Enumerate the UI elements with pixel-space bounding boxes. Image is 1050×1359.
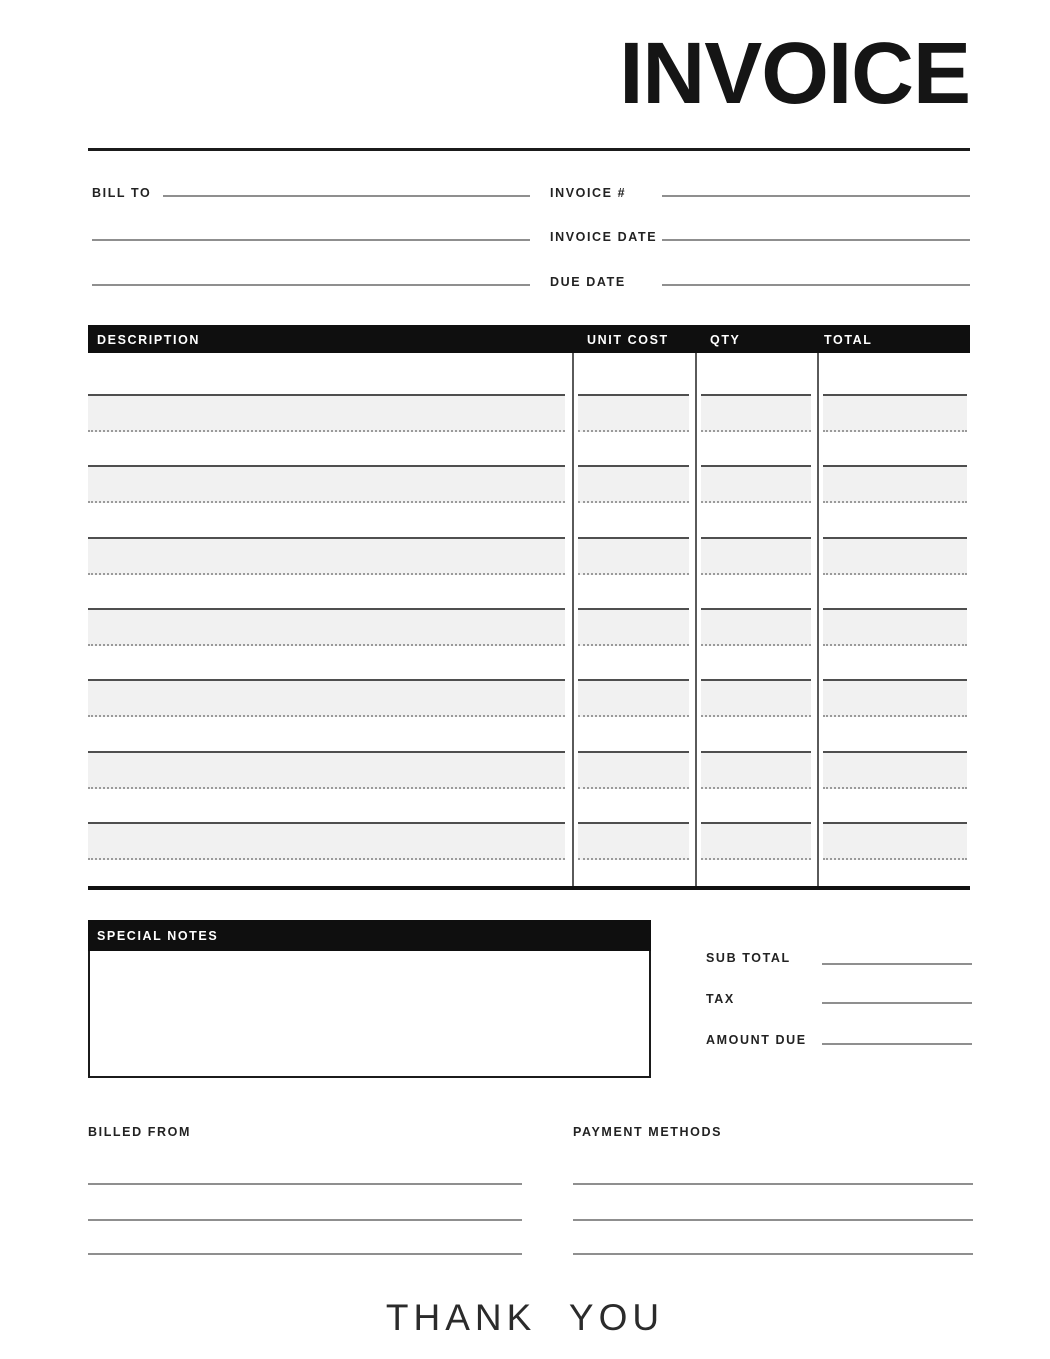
row-line-segment xyxy=(88,394,565,432)
bill-to-label: BILL TO xyxy=(92,186,152,200)
invoice-number-label: INVOICE # xyxy=(550,186,627,200)
tax-label: TAX xyxy=(706,992,735,1006)
row-line-segment xyxy=(823,465,967,503)
table-row xyxy=(88,608,970,646)
row-line-segment xyxy=(701,465,811,503)
row-line-segment xyxy=(823,822,967,860)
row-line-segment xyxy=(578,679,689,717)
table-row xyxy=(88,394,970,432)
table-row xyxy=(88,751,970,789)
table-header-bar xyxy=(88,325,970,353)
payment-methods-label: PAYMENT METHODS xyxy=(573,1125,723,1139)
row-line-segment xyxy=(701,537,811,575)
row-line-segment xyxy=(701,822,811,860)
row-line-segment xyxy=(88,465,565,503)
invoice-number-blank-line xyxy=(662,195,970,197)
row-line-segment xyxy=(578,822,689,860)
row-line-segment xyxy=(823,751,967,789)
row-line-segment xyxy=(701,751,811,789)
row-line-segment xyxy=(578,537,689,575)
billed-from-label: BILLED FROM xyxy=(88,1125,192,1139)
invoice-date-label: INVOICE DATE xyxy=(550,230,658,244)
due-date-label: DUE DATE xyxy=(550,275,626,289)
bill-to-blank-line xyxy=(92,239,530,241)
header-rule xyxy=(88,148,970,151)
page-title: INVOICE xyxy=(619,25,970,122)
special-notes-label: SPECIAL NOTES xyxy=(97,929,219,943)
column-header-unit-cost: UNIT COST xyxy=(587,333,669,347)
payment-methods-blank-line xyxy=(573,1183,973,1185)
row-line-segment xyxy=(823,608,967,646)
row-line-segment xyxy=(88,608,565,646)
row-line-segment xyxy=(88,822,565,860)
special-notes-box xyxy=(88,920,651,1078)
table-body xyxy=(88,353,970,890)
payment-methods-blank-line xyxy=(573,1253,973,1255)
billed-from-blank-line xyxy=(88,1253,522,1255)
row-line-segment xyxy=(823,679,967,717)
row-line-segment xyxy=(88,537,565,575)
special-notes-header-bar xyxy=(88,920,651,951)
billed-from-blank-line xyxy=(88,1183,522,1185)
table-bottom-border xyxy=(88,886,970,890)
column-header-qty: QTY xyxy=(710,333,741,347)
row-line-segment xyxy=(701,608,811,646)
column-header-total: TOTAL xyxy=(824,333,873,347)
column-divider xyxy=(817,353,819,887)
tax-blank-line xyxy=(822,1002,972,1004)
row-line-segment xyxy=(823,394,967,432)
invoice-date-blank-line xyxy=(662,239,970,241)
row-line-segment xyxy=(578,394,689,432)
bill-to-blank-line xyxy=(92,284,530,286)
row-line-segment xyxy=(701,394,811,432)
row-line-segment xyxy=(578,608,689,646)
column-divider xyxy=(695,353,697,887)
row-line-segment xyxy=(578,751,689,789)
row-line-segment xyxy=(88,679,565,717)
bill-to-blank-line xyxy=(163,195,530,197)
column-divider xyxy=(572,353,574,887)
row-line-segment xyxy=(823,537,967,575)
amount-due-blank-line xyxy=(822,1043,972,1045)
row-line-segment xyxy=(701,679,811,717)
table-row xyxy=(88,822,970,860)
line-items-table xyxy=(88,325,970,890)
row-line-segment xyxy=(578,465,689,503)
column-header-description: DESCRIPTION xyxy=(97,333,201,347)
payment-methods-blank-line xyxy=(573,1219,973,1221)
table-row xyxy=(88,465,970,503)
row-line-segment xyxy=(88,751,565,789)
table-row xyxy=(88,679,970,717)
billed-from-blank-line xyxy=(88,1219,522,1221)
due-date-blank-line xyxy=(662,284,970,286)
thank-you-note: THANK YOU xyxy=(385,1297,665,1338)
table-row xyxy=(88,537,970,575)
sub-total-blank-line xyxy=(822,963,972,965)
amount-due-label: AMOUNT DUE xyxy=(706,1033,807,1047)
sub-total-label: SUB TOTAL xyxy=(706,951,791,965)
